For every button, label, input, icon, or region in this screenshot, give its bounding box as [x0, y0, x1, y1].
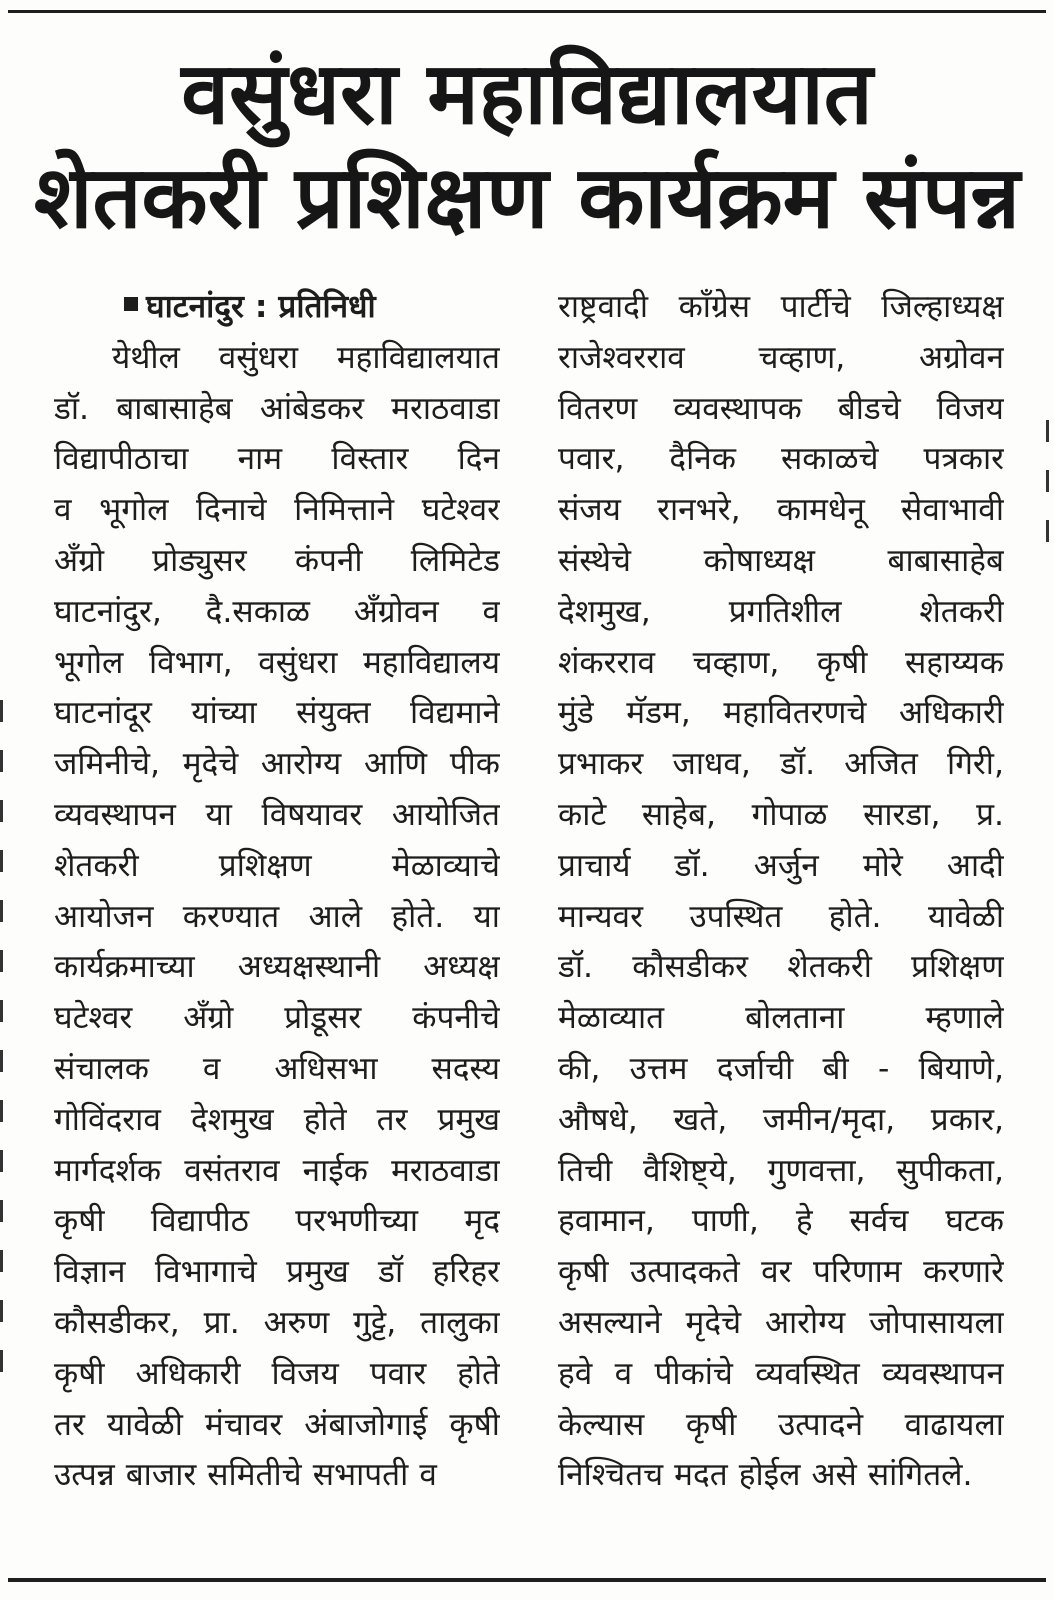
left-edge-marks: [0, 700, 8, 1400]
text-line: शेतकरी प्रशिक्षण मेळाव्याचे: [54, 847, 500, 884]
text-line: जमिनीचे, मृदेचे आरोग्य आणि पीक: [54, 746, 500, 783]
text-line: घटेश्वर अँग्रो प्रोडूसर कंपनीचे: [54, 1000, 500, 1037]
text-line: मेळाव्यात बोलताना म्हणाले: [558, 1000, 1004, 1037]
text-line: काटे साहेब, गोपाळ सारडा, प्र.: [558, 796, 1004, 833]
right-edge-marks: [1046, 420, 1054, 570]
text-line: पवार, दैनिक सकाळचे पत्रकार: [558, 441, 1004, 478]
text-line: घाटनांदूर यांच्या संयुक्त विद्यमाने: [54, 695, 500, 732]
text-line: मार्गदर्शक वसंतराव नाईक मराठवाडा: [54, 1152, 500, 1189]
article-body: [54, 282, 1004, 1501]
text-line: निश्चितच मदत होईल असे सांगितले.: [558, 1457, 973, 1494]
text-line: व्यवस्थापन या विषयावर आयोजित: [54, 796, 500, 833]
text-line: देशमुख, प्रगतिशील शेतकरी: [558, 593, 1004, 630]
text-line: तिची वैशिष्ट्ये, गुणवत्ता, सुपीकता,: [558, 1152, 1004, 1189]
text-line: औषधे, खते, जमीन/मृदा, प्रकार,: [558, 1101, 1004, 1138]
text-line: कृषी उत्पादकते वर परिणाम करणारे: [558, 1254, 1004, 1291]
bottom-rule: [8, 1578, 1046, 1582]
text-line: भूगोल विभाग, वसुंधरा महाविद्यालय: [54, 644, 500, 681]
text-line: डॉ. बाबासाहेब आंबेडकर मराठवाडा: [54, 390, 500, 427]
text-line: अँग्रो प्रोड्युसर कंपनी लिमिटेड: [54, 542, 500, 579]
text-line: मान्यवर उपस्थित होते. यावेळी: [558, 898, 1004, 935]
text-line: घाटनांदुर, दै.सकाळ अँग्रोवन व: [54, 593, 500, 630]
top-rule: [8, 10, 1046, 13]
text-line: कृषी विद्यापीठ परभणीच्या मृद: [54, 1203, 500, 1240]
text-line: येथील वसुंधरा महाविद्यालयात: [112, 339, 500, 376]
headline-line-1: वसुंधरा महाविद्यालयात: [181, 44, 873, 144]
text-line: उत्पन्न बाजार समितीचे सभापती व: [54, 1457, 437, 1494]
text-line: कृषी अधिकारी विजय पवार होते: [54, 1355, 500, 1392]
text-line: डॉ. कौसडीकर शेतकरी प्रशिक्षण: [558, 949, 1004, 986]
article-column-2: [558, 282, 1004, 1501]
text-line: आयोजन करण्यात आले होते. या: [54, 898, 500, 935]
article-column-1: [54, 282, 500, 1501]
bullet-icon: [124, 297, 138, 311]
text-line: संजय रानभरे, कामधेनू सेवाभावी: [558, 492, 1004, 529]
text-line: कौसडीकर, प्रा. अरुण गुट्टे, तालुका: [54, 1304, 500, 1341]
text-line: गोविंदराव देशमुख होते तर प्रमुख: [54, 1101, 500, 1138]
text-line: प्रभाकर जाधव, डॉ. अजित गिरी,: [558, 746, 1004, 783]
headline-line-2: शेतकरी प्रशिक्षण कार्यक्रम संपन्न: [33, 148, 1021, 248]
text-line: संस्थेचे कोषाध्यक्ष बाबासाहेब: [558, 542, 1004, 579]
text-line: मुंडे मॅडम, महावितरणचे अधिकारी: [558, 695, 1004, 732]
text-line: विद्यापीठाचा नाम विस्तार दिन: [54, 441, 500, 478]
dateline-text: घाटनांदुर : प्रतिनिधी: [146, 289, 376, 325]
text-line: असल्याने मृदेचे आरोग्य जोपासायला: [558, 1304, 1004, 1341]
text-line: कार्यक्रमाच्या अध्यक्षस्थानी अध्यक्ष: [54, 949, 500, 986]
text-line: तर यावेळी मंचावर अंबाजोगाई कृषी: [54, 1406, 500, 1443]
text-line: की, उत्तम दर्जाची बी - बियाणे,: [558, 1050, 1004, 1087]
text-line: हवे व पीकांचे व्यवस्थित व्यवस्थापन: [558, 1355, 1004, 1392]
text-line: राजेश्वरराव चव्हाण, अग्रोवन: [558, 339, 1004, 376]
text-line: व भूगोल दिनाचे निमित्ताने घटेश्वर: [54, 492, 500, 529]
text-line: विज्ञान विभागाचे प्रमुख डॉ हरिहर: [54, 1254, 500, 1291]
text-line: संचालक व अधिसभा सदस्य: [54, 1050, 500, 1087]
text-line: केल्यास कृषी उत्पादने वाढायला: [558, 1406, 1004, 1443]
text-line: राष्ट्रवादी काँग्रेस पार्टीचे जिल्हाध्यक्ष: [558, 289, 1004, 325]
dateline: [54, 282, 500, 333]
headline: [20, 42, 1034, 250]
text-line: हवामान, पाणी, हे सर्वच घटक: [558, 1203, 1004, 1240]
text-line: वितरण व्यवस्थापक बीडचे विजय: [558, 390, 1004, 427]
text-line: शंकरराव चव्हाण, कृषी सहाय्यक: [558, 644, 1004, 681]
text-line: प्राचार्य डॉ. अर्जुन मोरे आदी: [558, 847, 1004, 884]
